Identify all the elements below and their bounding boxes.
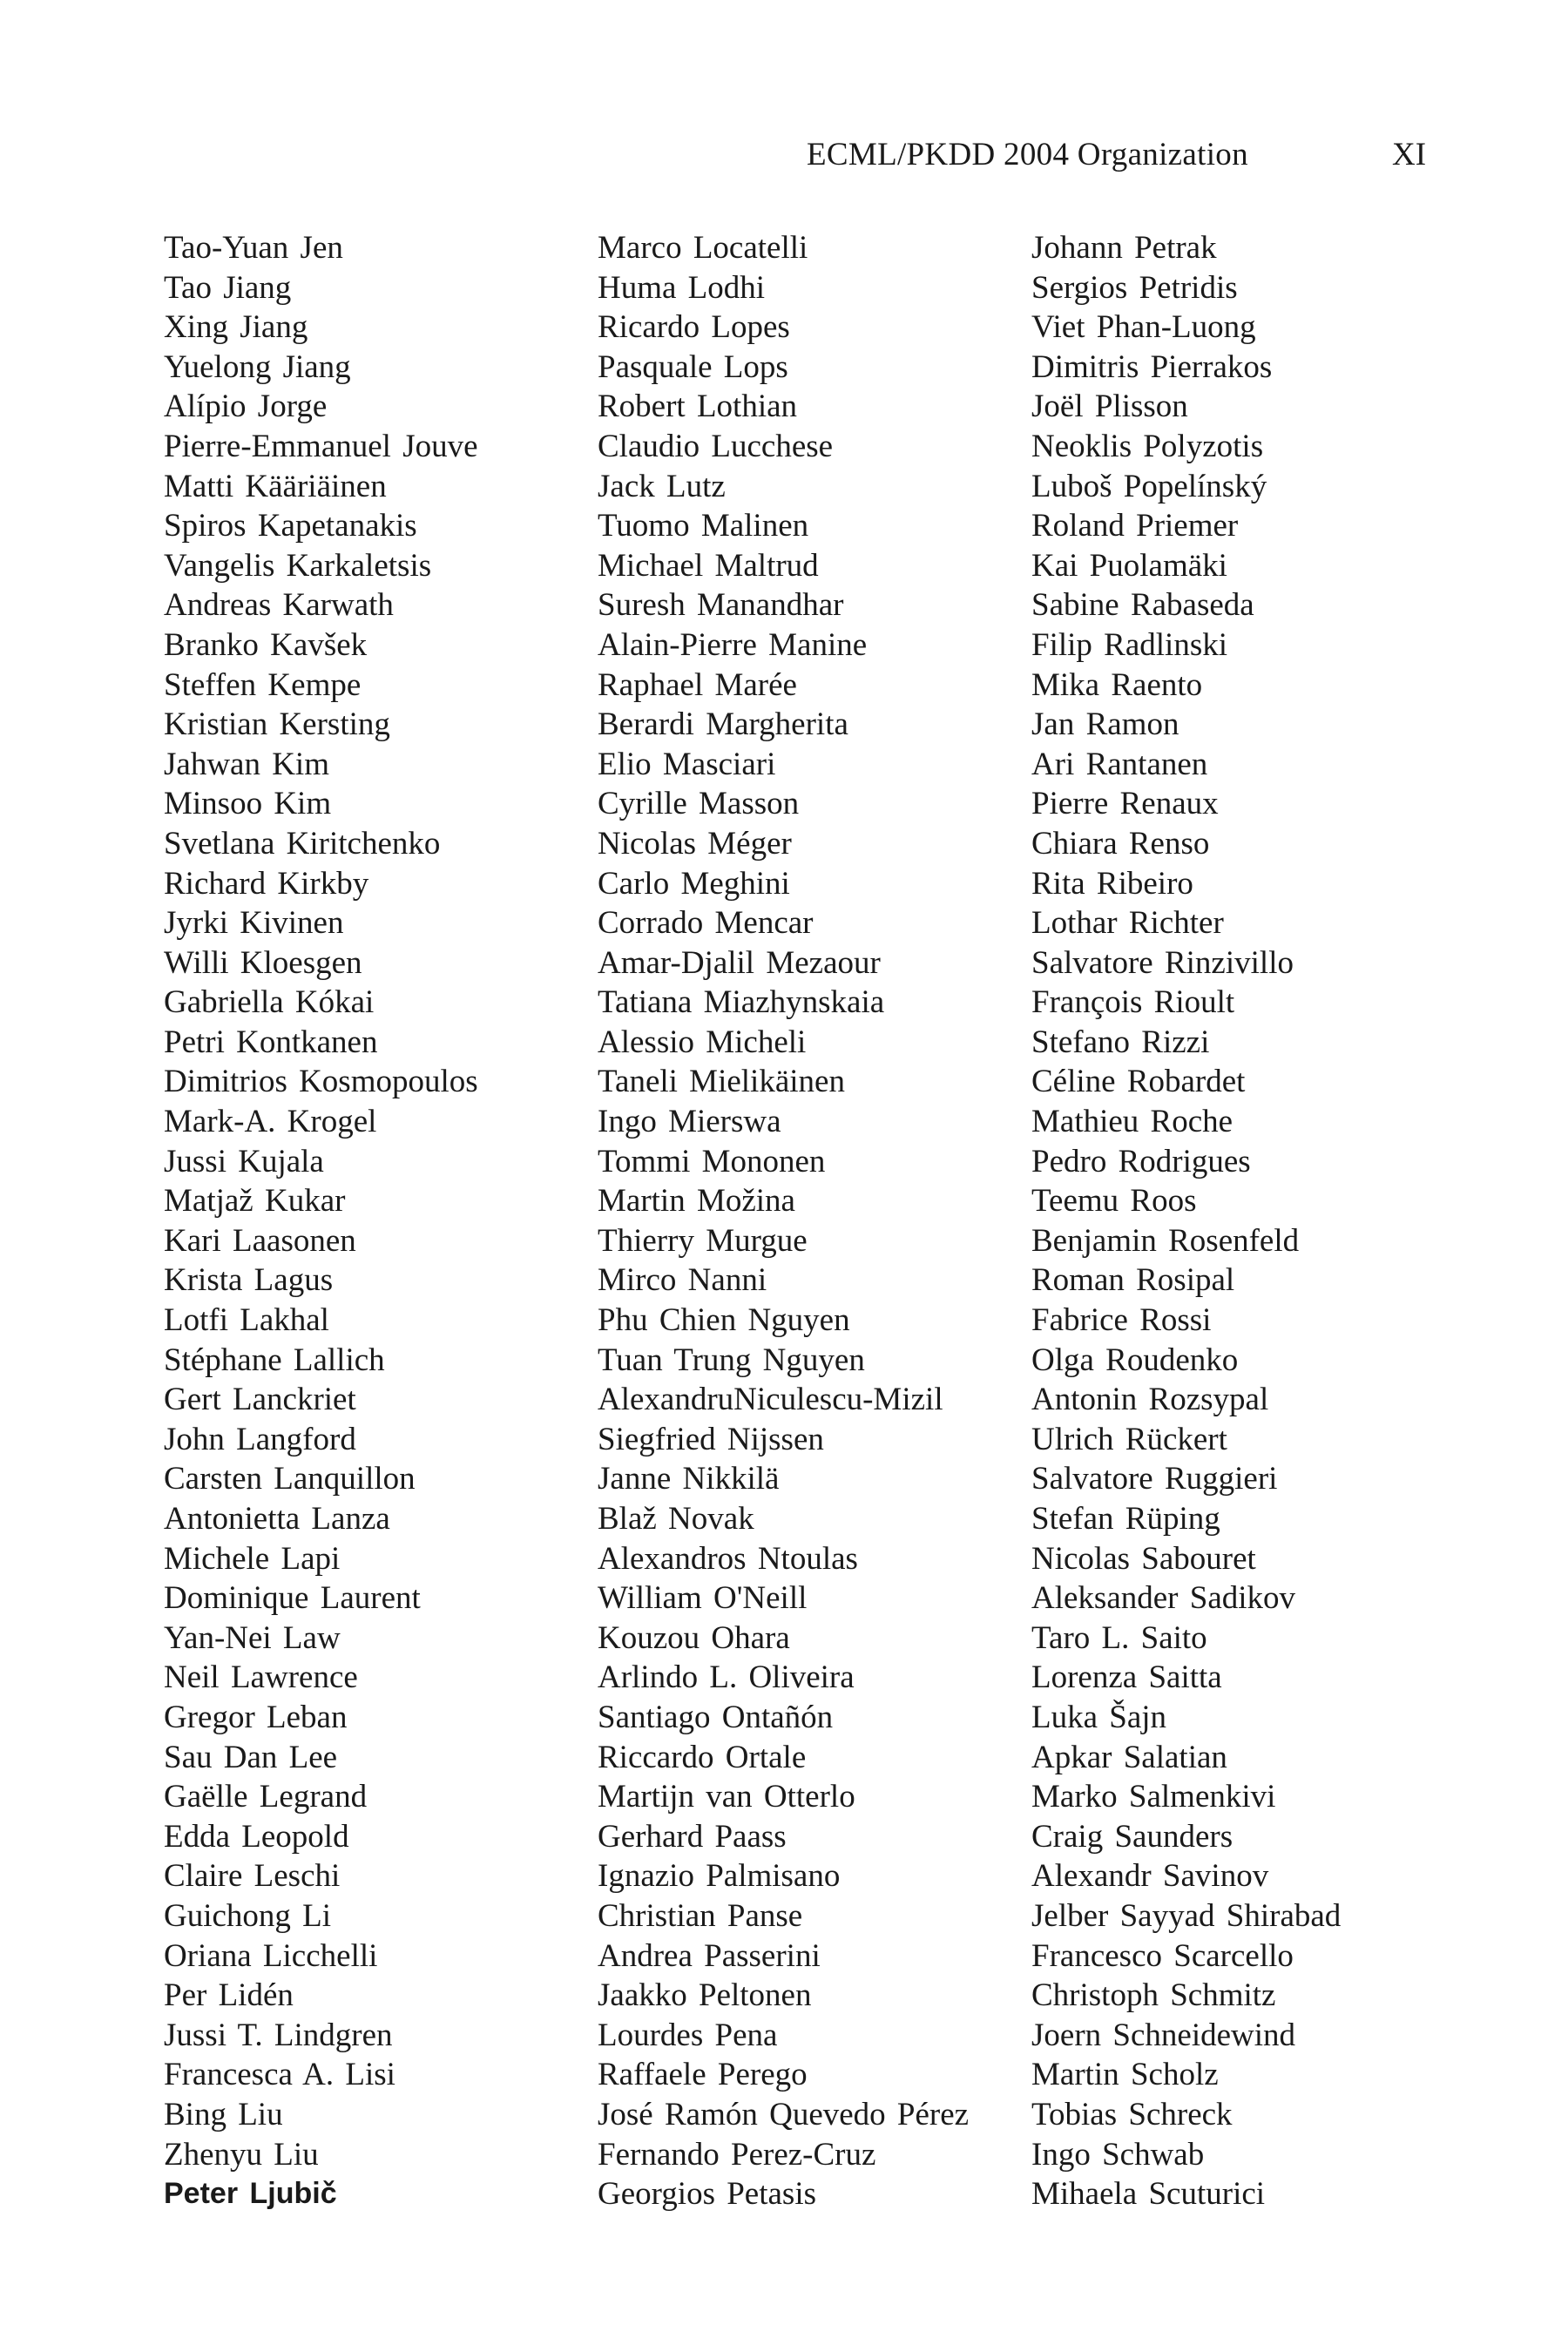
member-name: Sau Dan Lee — [164, 1739, 338, 1775]
member-name: Roland Priemer — [1031, 508, 1239, 544]
member-name: Corrado Mencar — [598, 905, 814, 942]
member-name: Dimitris Pierrakos — [1031, 348, 1273, 385]
member-name: Céline Robardet — [1031, 1064, 1246, 1100]
member-name: Janne Nikkilä — [598, 1461, 780, 1497]
member-name: Nicolas Sabouret — [1031, 1540, 1256, 1577]
member-name: Alexandros Ntoulas — [598, 1540, 858, 1577]
member-name: Benjamin Rosenfeld — [1031, 1222, 1300, 1259]
member-name: Minsoo Kim — [164, 786, 332, 822]
member-name: Willi Kloesgen — [164, 944, 362, 981]
member-name: Marco Locatelli — [598, 230, 808, 266]
member-name: Martijn van Otterlo — [598, 1779, 855, 1815]
member-name: Apkar Salatian — [1031, 1739, 1227, 1775]
member-name: John Langford — [164, 1421, 356, 1457]
member-name: Olga Roudenko — [1031, 1342, 1239, 1378]
member-name: Tao-Yuan Jen — [164, 230, 343, 266]
member-name: Jack Lutz — [598, 468, 726, 504]
member-name: Alessio Micheli — [598, 1024, 807, 1060]
member-name: Roman Rosipal — [1031, 1262, 1235, 1299]
member-name: Amar-Djalil Mezaour — [598, 944, 881, 981]
member-name: Ignazio Palmisano — [598, 1858, 841, 1895]
member-name: Phu Chien Nguyen — [598, 1302, 850, 1339]
member-name: Sabine Rabaseda — [1031, 587, 1254, 624]
member-name: Branko Kavšek — [164, 626, 368, 663]
member-name: Kouzou Ohara — [598, 1619, 790, 1656]
member-name: Cyrille Masson — [598, 786, 800, 822]
member-name: Spiros Kapetanakis — [164, 508, 417, 544]
member-name: Rita Ribeiro — [1031, 865, 1193, 902]
member-name: Francesca A. Lisi — [164, 2057, 395, 2093]
member-name: Neoklis Polyzotis — [1031, 428, 1264, 464]
member-name: Nicolas Méger — [598, 825, 792, 862]
member-name: Aleksander Sadikov — [1031, 1580, 1296, 1617]
member-name: Raphael Marée — [598, 666, 797, 703]
name-column-2 — [598, 228, 969, 2214]
member-name: Craig Saunders — [1031, 1818, 1233, 1855]
member-name: Martin Scholz — [1031, 2057, 1219, 2093]
member-name: Suresh Manandhar — [598, 587, 844, 624]
member-name: Bing Liu — [164, 2096, 283, 2132]
member-name: Michele Lapi — [164, 1540, 341, 1577]
member-name: Stéphane Lallich — [164, 1342, 385, 1378]
member-name: Ricardo Lopes — [598, 309, 790, 346]
member-name: Gregor Leban — [164, 1699, 348, 1735]
member-name: Filip Radlinski — [1031, 626, 1228, 663]
member-name: Antonietta Lanza — [164, 1501, 390, 1537]
member-name: Siegfried Nijssen — [598, 1421, 824, 1457]
member-name: Thierry Murgue — [598, 1222, 808, 1259]
member-name: Luboš Popelínský — [1031, 468, 1267, 504]
member-name: Jelber Sayyad Shirabad — [1031, 1897, 1342, 1934]
member-name: François Rioult — [1031, 984, 1235, 1021]
member-name: Jahwan Kim — [164, 746, 329, 782]
member-name: Tobias Schreck — [1031, 2096, 1233, 2132]
member-name: Fabrice Rossi — [1031, 1302, 1212, 1339]
member-name: Christian Panse — [598, 1897, 803, 1934]
member-name: Oriana Licchelli — [164, 1937, 378, 1974]
member-name: Gaëlle Legrand — [164, 1779, 368, 1815]
member-name: Richard Kirkby — [164, 865, 369, 902]
name-column-3 — [1031, 228, 1341, 2214]
member-name: Krista Lagus — [164, 1262, 334, 1299]
member-name: Zhenyu Liu — [164, 2136, 319, 2173]
member-name: Salvatore Ruggieri — [1031, 1461, 1278, 1497]
member-name: Joël Plisson — [1031, 389, 1188, 425]
member-name: Yuelong Jiang — [164, 348, 351, 385]
member-name: Petri Kontkanen — [164, 1024, 378, 1060]
member-name: Sergios Petridis — [1031, 269, 1238, 306]
member-name: Robert Lothian — [598, 389, 798, 425]
member-name: Tommi Mononen — [598, 1143, 826, 1179]
member-name: Jussi Kujala — [164, 1143, 324, 1179]
member-name: Jaakko Peltonen — [598, 1977, 812, 2014]
member-name: Pierre Renaux — [1031, 786, 1219, 822]
member-name: Per Lidén — [164, 1977, 294, 2014]
member-name: Francesco Scarcello — [1031, 1937, 1294, 1974]
member-name: Santiago Ontañón — [598, 1699, 834, 1735]
name-column-1 — [164, 228, 478, 2214]
member-name: Lothar Richter — [1031, 905, 1224, 942]
member-name: Kari Laasonen — [164, 1222, 356, 1259]
member-name: Blaž Novak — [598, 1501, 754, 1537]
member-name: Riccardo Ortale — [598, 1739, 807, 1775]
member-name: Fernando Perez-Cruz — [598, 2136, 876, 2173]
member-name: Kai Puolamäki — [1031, 547, 1227, 584]
member-name: Yan-Nei Law — [164, 1619, 341, 1656]
member-name: Chiara Renso — [1031, 825, 1210, 862]
member-name: Georgios Petasis — [598, 2176, 817, 2213]
page-number: XI — [1392, 137, 1427, 172]
member-name: Huma Lodhi — [598, 269, 766, 306]
member-name: Gabriella Kókai — [164, 984, 375, 1021]
member-name: Taneli Mielikäinen — [598, 1064, 845, 1100]
member-name: Mirco Nanni — [598, 1262, 767, 1299]
member-name: Kristian Kersting — [164, 706, 390, 743]
member-name: Tao Jiang — [164, 269, 292, 306]
member-name: Pasquale Lops — [598, 348, 788, 385]
member-name: Jyrki Kivinen — [164, 905, 344, 942]
member-name: Claudio Lucchese — [598, 428, 834, 464]
member-name: Lorenza Saitta — [1031, 1659, 1222, 1696]
member-name: Raffaele Perego — [598, 2057, 808, 2093]
member-name: Teemu Roos — [1031, 1183, 1197, 1220]
member-name: Mihaela Scuturici — [1031, 2176, 1266, 2213]
member-name: Gert Lanckriet — [164, 1382, 356, 1418]
member-name: Arlindo L. Oliveira — [598, 1659, 855, 1696]
member-name: Matti Kääriäinen — [164, 468, 387, 504]
member-name: Mathieu Roche — [1031, 1104, 1233, 1140]
member-name: Ulrich Rückert — [1031, 1421, 1227, 1457]
member-name: José Ramón Quevedo Pérez — [598, 2096, 970, 2132]
member-name: Tuomo Malinen — [598, 508, 809, 544]
member-name: AlexandruNiculescu-Mizil — [598, 1382, 943, 1418]
member-name: Pedro Rodrigues — [1031, 1143, 1251, 1179]
member-name: Matjaž Kukar — [164, 1183, 346, 1220]
member-name: Taro L. Saito — [1031, 1619, 1207, 1656]
member-name: Ingo Schwab — [1031, 2136, 1205, 2173]
member-name: Joern Schneidewind — [1031, 2017, 1296, 2053]
member-name: Mark-A. Krogel — [164, 1104, 377, 1140]
member-name: William O'Neill — [598, 1580, 808, 1617]
member-name: Salvatore Rinzivillo — [1031, 944, 1294, 981]
member-name: Johann Petrak — [1031, 230, 1217, 266]
running-title: ECML/PKDD 2004 Organization — [807, 137, 1248, 172]
member-name: Stefano Rizzi — [1031, 1024, 1210, 1060]
member-name: Lotfi Lakhal — [164, 1302, 329, 1339]
member-name: Peter Ljubič — [164, 2177, 337, 2211]
member-name: Alípio Jorge — [164, 389, 328, 425]
member-name: Carlo Meghini — [598, 865, 790, 902]
member-name: Steffen Kempe — [164, 666, 362, 703]
member-name: Gerhard Paass — [598, 1818, 787, 1855]
member-name: Neil Lawrence — [164, 1659, 358, 1696]
member-name: Jussi T. Lindgren — [164, 2017, 393, 2053]
member-name: Andrea Passerini — [598, 1937, 821, 1974]
member-name: Alain-Pierre Manine — [598, 626, 868, 663]
member-name: Carsten Lanquillon — [164, 1461, 416, 1497]
member-name: Andreas Karwath — [164, 587, 394, 624]
member-name: Dimitrios Kosmopoulos — [164, 1064, 478, 1100]
member-name: Ingo Mierswa — [598, 1104, 781, 1140]
running-header — [0, 131, 1568, 179]
member-name: Vangelis Karkaletsis — [164, 547, 432, 584]
member-name: Antonin Rozsypal — [1031, 1382, 1269, 1418]
member-name: Jan Ramon — [1031, 706, 1179, 743]
member-name: Edda Leopold — [164, 1818, 349, 1855]
member-name: Christoph Schmitz — [1031, 1977, 1276, 2014]
member-name: Claire Leschi — [164, 1858, 341, 1895]
member-name: Tuan Trung Nguyen — [598, 1342, 865, 1378]
member-name: Berardi Margherita — [598, 706, 848, 743]
member-name: Michael Maltrud — [598, 547, 819, 584]
member-name: Marko Salmenkivi — [1031, 1779, 1276, 1815]
member-name: Stefan Rüping — [1031, 1501, 1220, 1537]
member-name: Pierre-Emmanuel Jouve — [164, 428, 478, 464]
member-name: Viet Phan-Luong — [1031, 309, 1256, 346]
member-name: Lourdes Pena — [598, 2017, 778, 2053]
member-name: Dominique Laurent — [164, 1580, 421, 1617]
member-name: Alexandr Savinov — [1031, 1858, 1269, 1895]
member-name: Tatiana Miazhynskaia — [598, 984, 885, 1021]
member-name: Ari Rantanen — [1031, 746, 1208, 782]
member-name: Martin Možina — [598, 1183, 795, 1220]
member-name: Elio Masciari — [598, 746, 776, 782]
member-name: Luka Šajn — [1031, 1699, 1167, 1735]
member-name: Svetlana Kiritchenko — [164, 825, 441, 862]
member-name: Mika Raento — [1031, 666, 1203, 703]
member-name: Xing Jiang — [164, 309, 308, 346]
member-name: Guichong Li — [164, 1897, 332, 1934]
